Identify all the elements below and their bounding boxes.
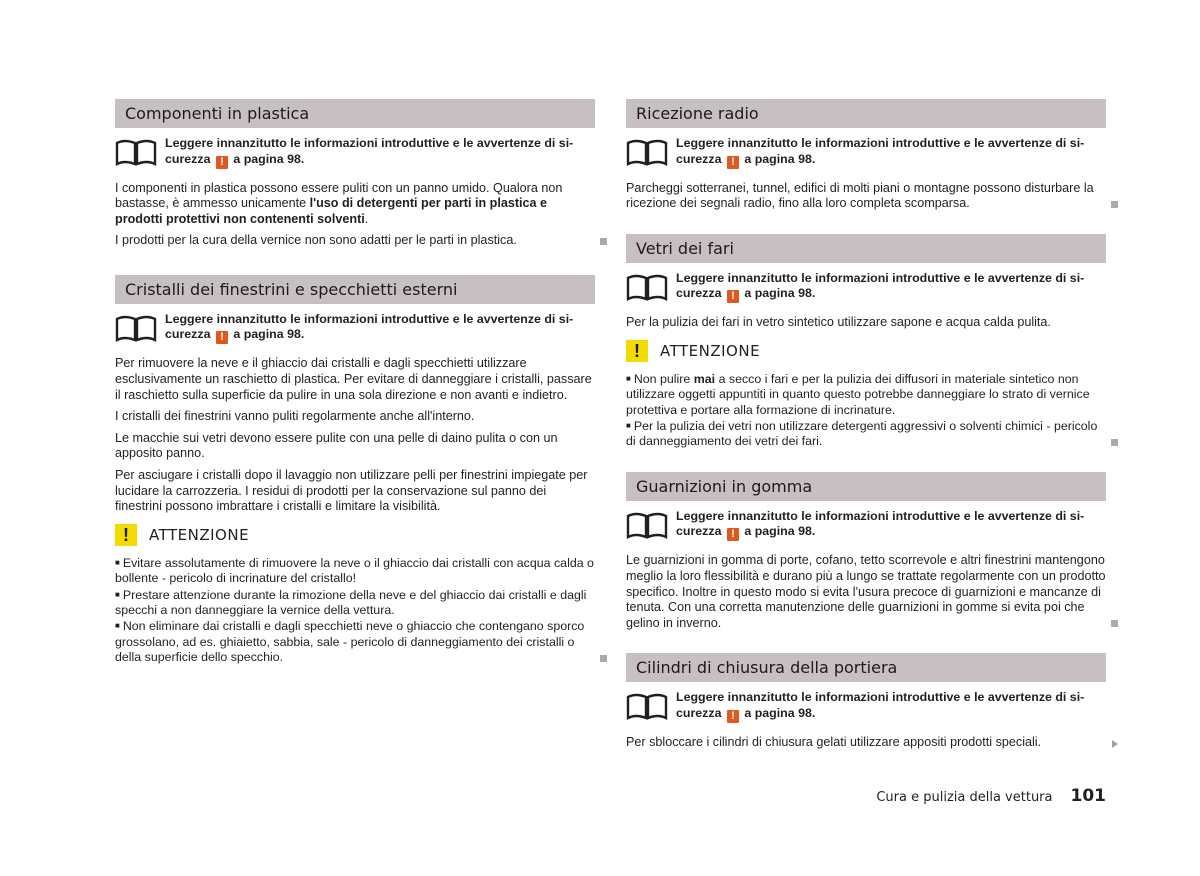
caution-icon: ! bbox=[115, 524, 137, 546]
section-title: Cilindri di chiusura della portiera bbox=[626, 653, 1106, 682]
section-title: Componenti in plastica bbox=[115, 99, 595, 128]
left-column bbox=[115, 99, 595, 666]
warning-item: ■ Evitare assolutamente di rimuovere la neve o il ghiaccio dai cristalli con acqua calda o bollente - pericolo di incrinature del cristallo! bbox=[115, 555, 594, 586]
end-of-section-marker bbox=[600, 238, 607, 245]
warning-icon: ! bbox=[727, 528, 739, 541]
bullet-icon: ■ bbox=[626, 373, 631, 383]
book-icon bbox=[626, 510, 668, 540]
warning-icon: ! bbox=[216, 331, 228, 344]
end-of-section-marker bbox=[1111, 439, 1118, 446]
page-number: 101 bbox=[1070, 786, 1106, 806]
bullet-icon: ■ bbox=[115, 557, 120, 567]
warning-item: ■ Non pulire mai a secco i fari e per la pulizia dei diffusori in materiale sintetico non utilizzare oggetti appuntiti in quanto questo potrebbe danneggiare lo strato di vernice protettiva e portare alla formazione di incrinature. bbox=[626, 371, 1090, 417]
book-icon bbox=[626, 691, 668, 721]
page-footer bbox=[876, 786, 1106, 806]
read-first-note bbox=[626, 271, 1106, 304]
chapter-title: Cura e pulizia della vettura bbox=[876, 790, 1053, 805]
end-of-section-marker bbox=[1111, 201, 1118, 208]
warning-icon: ! bbox=[727, 290, 739, 303]
bullet-icon: ■ bbox=[626, 421, 631, 430]
book-icon bbox=[115, 137, 157, 167]
warning-icon: ! bbox=[727, 156, 739, 169]
warning-header bbox=[626, 339, 1106, 363]
paragraph: Le guarnizioni in gomma di porte, cofano, tetto scorrevole e altri finestrini mantengono meglio la loro flessibilità e durano più a lungo se trattate regolarmente con un prodotto specifico. Inoltre in questo modo si evita l'usura precoce di guarnizioni e mancanze di tenuta. Con una corretta manutenzione delle guarnizioni in gomme si evita poi che gelino in inverno. bbox=[626, 553, 1106, 631]
note-text: Leggere innanzitutto le informazioni introduttive e le avvertenze di si- curezza ! a pagina 98. bbox=[165, 311, 574, 344]
note-text: Leggere innanzitutto le informazioni introduttive e le avvertenze di si- curezza ! a pagina 98. bbox=[676, 270, 1085, 303]
note-text: Leggere innanzitutto le informazioni introduttive e le avvertenze di si- curezza ! a pagina 98. bbox=[676, 508, 1085, 541]
section-title: Ricezione radio bbox=[626, 99, 1106, 128]
bullet-icon: ■ bbox=[115, 621, 120, 631]
warning-header bbox=[115, 523, 595, 547]
book-icon bbox=[626, 272, 668, 302]
warning-box bbox=[115, 523, 595, 666]
warning-item: ■ Prestare attenzione durante la rimozione della neve e del ghiaccio dai cristalli e dagli specchi a non danneggiare la vernice della vettura. bbox=[115, 587, 587, 617]
note-text: Leggere innanzitutto le informazioni introduttive e le avvertenze di si- curezza ! a pagina 98. bbox=[676, 690, 1085, 722]
end-of-section-marker bbox=[600, 655, 607, 662]
warning-item: ■ Per la pulizia dei vetri non utilizzare detergenti aggressivi o solventi chimici - pericolo di danneggiamento dei vetri dei fari. bbox=[626, 419, 1098, 449]
paragraph: I componenti in plastica possono essere puliti con un panno umido. Qualora non bastasse, è ammesso unicamente l'uso di detergenti per parti in plastica e prodotti protettivi non contenenti solventi. bbox=[115, 180, 563, 226]
warning-title: ATTENZIONE bbox=[660, 341, 761, 360]
read-first-note bbox=[115, 136, 595, 169]
read-first-note bbox=[626, 690, 1106, 723]
section-title: Cristalli dei finestrini e specchietti esterni bbox=[115, 275, 595, 304]
warning-item: ■ Non eliminare dai cristalli e dagli specchietti neve o ghiaccio che contengano sporco grossolano, ad es. ghiaietto, sabbia, sale - pericolo di danneggiamento dei cristalli o della superficie dello specchio. bbox=[115, 619, 585, 665]
warning-box bbox=[626, 339, 1106, 450]
read-first-note bbox=[626, 136, 1106, 169]
warning-title: ATTENZIONE bbox=[149, 525, 250, 544]
continue-arrow-icon bbox=[1112, 740, 1118, 748]
end-of-section-marker bbox=[1111, 620, 1118, 627]
paragraph: I cristalli dei finestrini vanno puliti regolarmente anche all'interno. bbox=[115, 409, 475, 424]
paragraph: Le macchie sui vetri devono essere pulite con una pelle di daino pulita o con un apposito panno. bbox=[115, 430, 558, 461]
bullet-icon: ■ bbox=[115, 589, 120, 599]
read-first-note bbox=[626, 509, 1106, 542]
section-title: Guarnizioni in gomma bbox=[626, 472, 1106, 501]
paragraph: Per asciugare i cristalli dopo il lavaggio non utilizzare pelli per finestrini impiegate per lucidare la carrozzeria. I residui di prodotti per la conservazione sul panno dei finestrini possono imbrattare i cristalli e limitare la visibilità. bbox=[115, 467, 588, 514]
paragraph: Per sbloccare i cilindri di chiusura gelati utilizzare appositi prodotti speciali. bbox=[626, 735, 1106, 751]
warning-list bbox=[115, 555, 595, 666]
paragraph: I prodotti per la cura della vernice non sono adatti per le parti in plastica. bbox=[115, 233, 595, 249]
warning-icon: ! bbox=[727, 710, 739, 723]
note-text: Leggere innanzitutto le informazioni introduttive e le avvertenze di si- curezza ! a pagina 98. bbox=[165, 136, 574, 168]
paragraph: Parcheggi sotterranei, tunnel, edifici di molti piani o montagne possono disturbare la ricezione dei segnali radio, fino alla loro completa scomparsa. bbox=[626, 181, 1106, 212]
book-icon bbox=[626, 137, 668, 167]
caution-icon: ! bbox=[626, 340, 648, 362]
paragraph: Per la pulizia dei fari in vetro sintetico utilizzare sapone e acqua calda pulita. bbox=[626, 315, 1051, 330]
section-title: Vetri dei fari bbox=[626, 234, 1106, 263]
note-text: Leggere innanzitutto le informazioni introduttive e le avvertenze di si- curezza ! a pagina 98. bbox=[676, 136, 1085, 168]
read-first-note bbox=[115, 312, 595, 345]
warning-icon: ! bbox=[216, 156, 228, 169]
warning-list bbox=[626, 371, 1106, 450]
right-column bbox=[626, 99, 1106, 756]
paragraph: Per rimuovere la neve e il ghiaccio dai cristalli e dagli specchietti utilizzare esclusivamente un raschietto di plastica. Per evitare di danneggiare i cristalli, passare il raschietto sulla superficie da pulire in una sola direzione e non avanti e indietro. bbox=[115, 356, 592, 402]
book-icon bbox=[115, 313, 157, 343]
